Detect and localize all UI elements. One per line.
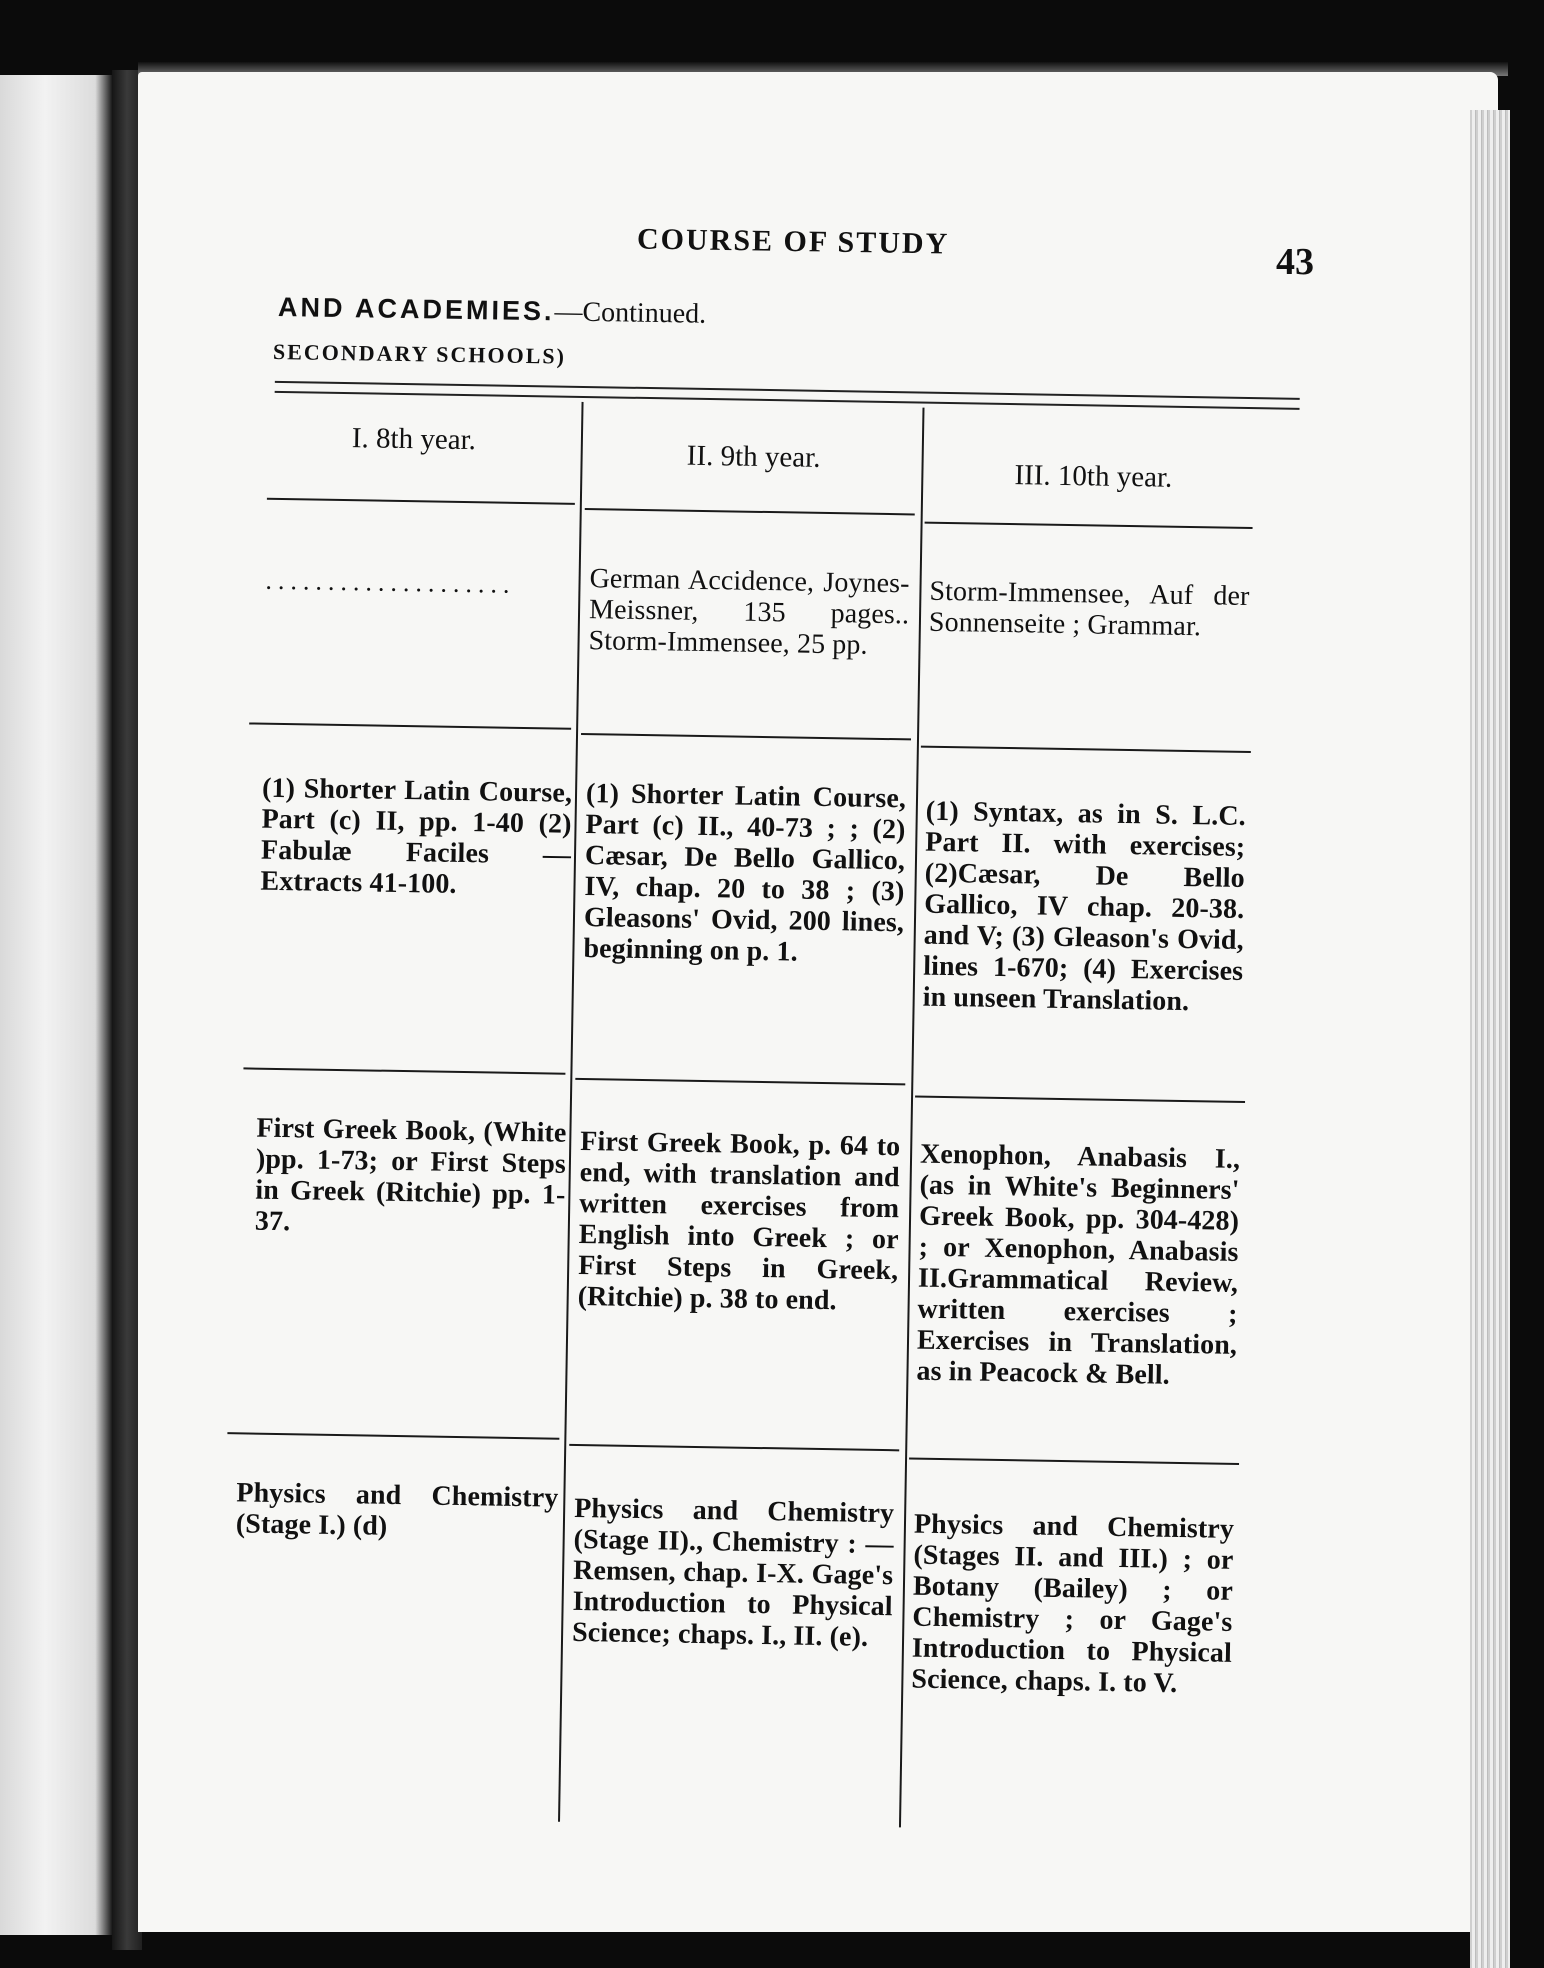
table-cell: Xenophon, Anabasis I., (as in White's Beginners' Greek Book, pp. 304-428) ; or Xenophon, Anabasis II.Grammatical Review, written exercises ; Exercises in Translation, as in Peacock & Bell. [916,1138,1241,1391]
row-rule [227,1432,559,1440]
table-cell: Physics and Chemistry (Stages II. and III.) ; or Botany (Bailey) ; or Chemistry ; or Gage's Introduction to Physical Science, chaps. I. to V. [911,1508,1235,1699]
table-cell: .................... [265,565,516,599]
course-table [201,372,1310,1840]
row-rule [909,1457,1239,1464]
header-year-9: II. 9th year. [686,439,821,474]
table-cell: First Greek Book, (White )pp. 1-73; or First Steps in Greek (Ritchie) pp. 1-37. [254,1112,567,1238]
table-cell: (1) Syntax, as in S. L.C. Part II. with exercises; (2)Cæsar, De Bello Gallico, IV chap. 20-38. and V; (3) Gleason's Ovid, lines 1-670; (4) Exercises in unseen Translation. [922,795,1247,1018]
page-stack-edge [1470,110,1510,1968]
table-cell: (1) Shorter Latin Course, Part (c) II, pp. 1-40 (2) Fabulæ Faciles — Extracts 41-100. [260,772,573,900]
table-cell: Storm-Immensee, Auf der Sonnenseite ; Grammar. [928,575,1250,643]
row-rule [585,508,915,515]
row-rule [575,1078,905,1085]
table-cell: Physics and Chemistry (Stage I.) (d) [235,1477,559,1542]
header-year-10: III. 10th year. [1014,459,1173,494]
secondary-subhead: SECONDARY SCHOOLS) [272,339,567,369]
subhead-caps: AND ACADEMIES. [277,292,555,327]
row-rule [915,1096,1245,1103]
row-rule [267,498,575,505]
section-subhead [278,292,707,331]
subhead-continued: —Continued. [554,296,707,330]
facing-page-edge [0,75,112,1935]
row-rule [569,1444,899,1451]
table-cell: (1) Shorter Latin Course, Part (c) II., 40-73 ; ; (2) Cæsar, De Bello Gallico, IV, chap. 20 to 38 ; (3) Gleasons' Ovid, 200 lines, beginning on p. 1. [583,778,907,968]
header-year-8: I. 8th year. [351,422,477,457]
row-rule [249,722,571,729]
row-rule [581,733,911,740]
running-head: COURSE OF STUDY [636,222,950,261]
table-cell: German Accidence, Joynes-Meissner, 135 pages.. Storm-Immensee, 25 pp. [588,563,910,661]
row-rule [243,1067,565,1074]
table-cell: Physics and Chemistry (Stage II)., Chemistry : — Remsen, chap. I-X. Gage's Introduction to Physical Science; chaps. I., II. (e). [571,1492,895,1653]
table-cell: First Greek Book, p. 64 to end, with translation and written exercises from English into Greek ; or First Steps in Greek, (Ritchie) p. 38 to end. [577,1125,901,1317]
row-rule [925,522,1253,529]
page-number: 43 [1276,241,1314,283]
row-rule [921,746,1251,753]
